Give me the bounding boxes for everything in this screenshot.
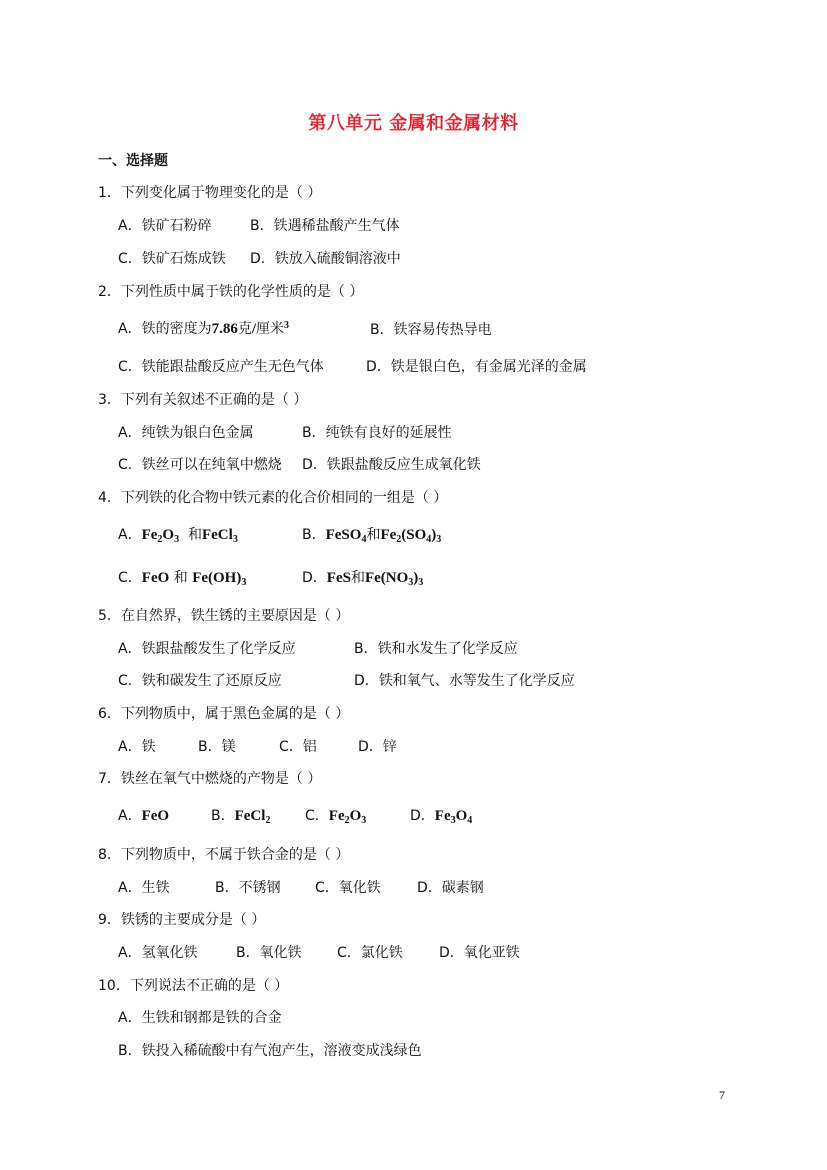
q4-option-a-and: 和: [187, 527, 202, 543]
formula-fe2o3: $Fe_2O_3$: [141, 527, 180, 545]
q4-option-c-and: 和: [173, 570, 188, 586]
q4-option-b-and: 和: [366, 527, 381, 543]
q2-unit-cm: 厘米: [256, 321, 284, 337]
q2-option-d: D．铁是银白色，有金属光泽的金属: [366, 359, 587, 375]
q2-density-value: 7.86: [211, 321, 238, 337]
question-2: 2．下列性质中属于铁的化学性质的是（ ）: [98, 284, 364, 300]
q3-option-a: A．纯铁为银白色金属: [118, 425, 254, 441]
formula-feoh3: $Fe(OH)_3$: [192, 570, 247, 588]
q5-option-d: D．铁和氧气、水等发生了化学反应: [354, 673, 575, 689]
q1-option-a: A．铁矿石粉碎: [118, 218, 212, 234]
q6-option-d: D．锌: [358, 739, 397, 755]
formula-fe2so43: $Fe_2(SO_4)_3$: [380, 527, 442, 545]
q3-option-c: C．铁丝可以在纯氧中燃烧: [118, 457, 282, 473]
question-6: 6．下列物质中，属于黑色金属的是（ ）: [98, 706, 350, 722]
q4-option-c-label: C．: [118, 570, 142, 586]
page-title: 第八单元 金属和金属材料: [308, 113, 519, 134]
question-4: 4．下列铁的化合物中铁元素的化合价相同的一组是（ ）: [98, 490, 448, 506]
q4-option-d: [302, 567, 423, 588]
question-3: 3．下列有关叙述不正确的是（ ）: [98, 392, 308, 408]
q8-option-d: D．碳素钢: [417, 880, 484, 896]
q9-option-d: D．氧化亚铁: [439, 945, 520, 961]
q7-option-c: [305, 805, 366, 826]
q4-option-d-and: 和: [350, 570, 365, 586]
formula-feo: FeO: [141, 570, 170, 586]
q4-option-b: [302, 524, 441, 545]
q7-option-a: [118, 805, 169, 825]
question-7: 7．铁丝在氧气中燃烧的产物是（ ）: [98, 771, 322, 787]
question-1: 1．下列变化属于物理变化的是（ ）: [98, 185, 322, 201]
q2-option-a: [118, 318, 289, 338]
q4-option-a: [118, 524, 238, 545]
q2-option-a-prefix: A．铁的密度为: [118, 321, 212, 337]
q7-option-b-label: B．: [211, 808, 235, 824]
q7-option-b: [211, 805, 270, 826]
page-number: 7: [719, 1088, 725, 1102]
formula-fecl3: FeCl$_3$: [201, 527, 238, 545]
q9-option-a: A．氢氧化铁: [118, 945, 198, 961]
q10-option-b: B．铁投入稀硫酸中有气泡产生，溶液变成浅绿色: [118, 1043, 422, 1059]
q8-option-a: A．生铁: [118, 880, 170, 896]
q4-option-a-label: A．: [118, 527, 142, 543]
q2-option-b: B．铁容易传热导电: [370, 322, 492, 338]
q6-option-b: B．镁: [198, 739, 236, 755]
q2-unit-slash: /: [251, 321, 256, 337]
q2-unit-gram: 克: [237, 321, 252, 337]
q4-option-c: [118, 567, 246, 588]
q3-option-b: B．纯铁有良好的延展性: [302, 425, 452, 441]
q7-option-d-label: D．: [410, 808, 435, 824]
q4-option-d-label: D．: [302, 570, 327, 586]
q6-option-a: A．铁: [118, 739, 156, 755]
q1-option-b: B．铁遇稀盐酸产生气体: [250, 218, 400, 234]
q8-option-b: B．不锈钢: [215, 880, 281, 896]
q3-option-d: D．铁跟盐酸反应生成氧化铁: [302, 457, 481, 473]
q5-option-b: B．铁和水发生了化学反应: [354, 641, 518, 657]
section-heading: 一、选择题: [98, 153, 168, 169]
formula-fe3o4: $Fe_3O_4$: [434, 808, 473, 826]
q2-unit-exponent: 3: [284, 320, 289, 331]
formula-feo-q7: FeO: [141, 808, 170, 824]
q9-option-b: B．氧化铁: [236, 945, 302, 961]
q6-option-c: C．铝: [279, 739, 317, 755]
q9-option-c: C．氯化铁: [337, 945, 403, 961]
q5-option-a: A．铁跟盐酸发生了化学反应: [118, 641, 296, 657]
q7-option-c-label: C．: [305, 808, 329, 824]
formula-feno33: $Fe(NO_3)_3$: [364, 570, 424, 588]
q1-option-c: C．铁矿石炼成铁: [118, 251, 226, 267]
q8-option-c: C．氧化铁: [315, 880, 381, 896]
question-5: 5．在自然界，铁生锈的主要原因是（ ）: [98, 608, 350, 624]
question-10: 10．下列说法不正确的是（ ）: [98, 978, 289, 994]
q2-option-c: C．铁能跟盐酸反应产生无色气体: [118, 359, 324, 375]
formula-fes: FeS: [326, 570, 351, 586]
question-9: 9．铁锈的主要成分是（ ）: [98, 912, 266, 928]
formula-feso4: FeSO$_4$: [325, 527, 367, 545]
q1-option-d: D．铁放入硫酸铜溶液中: [250, 251, 401, 267]
q7-option-d: [410, 805, 472, 826]
q7-option-a-label: A．: [118, 808, 142, 824]
formula-fe2o3-q7: $Fe_2O_3$: [328, 808, 367, 826]
q5-option-c: C．铁和碳发生了还原反应: [118, 673, 282, 689]
q10-option-a: A．生铁和钢都是铁的合金: [118, 1010, 282, 1026]
formula-fecl2: FeCl$_2$: [234, 808, 271, 826]
q4-option-b-label: B．: [302, 527, 326, 543]
question-8: 8．下列物质中，不属于铁合金的是（ ）: [98, 847, 350, 863]
